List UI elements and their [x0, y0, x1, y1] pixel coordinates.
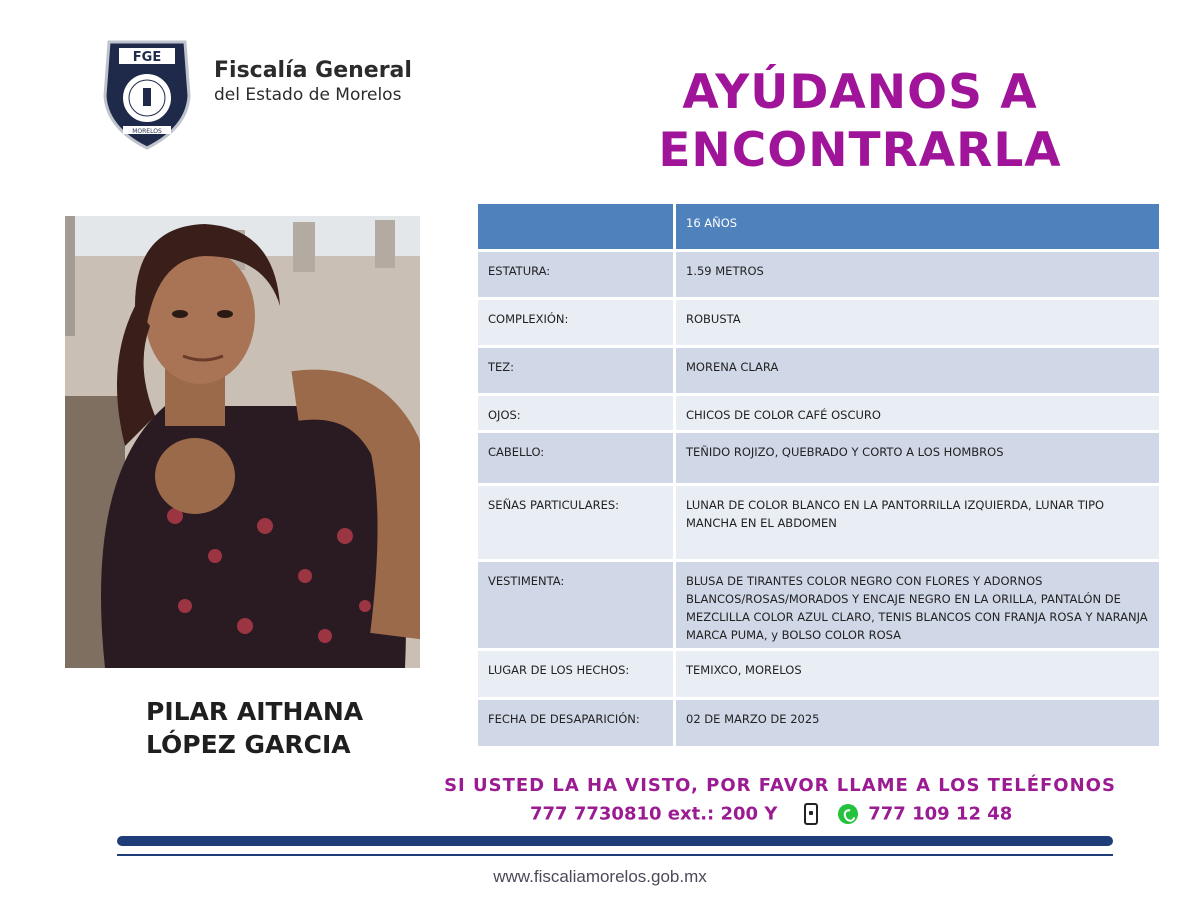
- row-value: 1.59 METROS: [676, 252, 1159, 297]
- badge-sub-text: MORELOS: [132, 128, 162, 135]
- row-label: CABELLO:: [478, 433, 673, 483]
- missing-person-photo: [65, 216, 420, 668]
- row-label: VESTIMENTA:: [478, 562, 673, 648]
- row-label: OJOS:: [478, 396, 673, 430]
- row-value: LUNAR DE COLOR BLANCO EN LA PANTORRILLA IZQUIERDA, LUNAR TIPO MANCHA EN EL ABDOMEN: [676, 486, 1159, 559]
- table-row: [478, 433, 1159, 483]
- row-label: LUGAR DE LOS HECHOS:: [478, 651, 673, 697]
- table-row: [478, 300, 1159, 345]
- row-value: BLUSA DE TIRANTES COLOR NEGRO CON FLORES Y ADORNOS BLANCOS/ROSAS/MORADOS Y ENCAJE NEGRO EN LA ORILLA, PANTALÓN DE MEZCLILLA COLOR AZUL CLARO, TENIS BLANCOS CON FRANJA ROSA Y NARANJA MARCA PUMA, y BOLSO COLOR ROSA: [676, 562, 1159, 648]
- person-name-line-2: LÓPEZ GARCIA: [146, 730, 351, 759]
- badge-text: FGE: [132, 50, 162, 65]
- phone-icon: [804, 803, 818, 825]
- fge-badge-icon: [101, 36, 193, 152]
- row-label: [478, 204, 673, 249]
- person-name-line-1: PILAR AITHANA: [146, 697, 364, 726]
- website-link[interactable]: www.fiscaliamorelos.gob.mx: [493, 867, 707, 886]
- row-label: ESTATURA:: [478, 252, 673, 297]
- table-row: [478, 651, 1159, 697]
- headline-line-1: AYÚDANOS A: [682, 65, 1038, 120]
- phone-numbers: [530, 803, 1130, 825]
- phone-number-office[interactable]: 777 7730810 ext.: 200 Y: [530, 803, 778, 825]
- headline: [600, 64, 1120, 180]
- row-label: FECHA DE DESAPARICIÓN:: [478, 700, 673, 746]
- row-value: TEÑIDO ROJIZO, QUEBRADO Y CORTO A LOS HOMBROS: [676, 433, 1159, 483]
- row-value: MORENA CLARA: [676, 348, 1159, 393]
- person-name: [146, 695, 363, 761]
- table-row: [478, 562, 1159, 648]
- row-label: TEZ:: [478, 348, 673, 393]
- organization-block: [214, 58, 412, 106]
- row-value: CHICOS DE COLOR CAFÉ OSCURO: [676, 396, 1159, 430]
- table-row: [478, 252, 1159, 297]
- row-label: COMPLEXIÓN:: [478, 300, 673, 345]
- row-value: TEMIXCO, MORELOS: [676, 651, 1159, 697]
- row-value: 16 AÑOS: [676, 204, 1159, 249]
- footer-divider-thin: [117, 854, 1113, 856]
- organization-subtitle: del Estado de Morelos: [214, 85, 402, 105]
- table-row: [478, 348, 1159, 393]
- details-table: [478, 204, 1159, 749]
- table-row: [478, 396, 1159, 430]
- whatsapp-icon: [838, 804, 858, 824]
- table-row: [478, 486, 1159, 559]
- row-label: SEÑAS PARTICULARES:: [478, 486, 673, 559]
- phone-number-whatsapp[interactable]: 777 109 12 48: [868, 803, 1013, 825]
- row-value: 02 DE MARZO DE 2025: [676, 700, 1159, 746]
- table-row: [478, 700, 1159, 746]
- organization-name: Fiscalía General: [214, 58, 412, 83]
- row-value: ROBUSTA: [676, 300, 1159, 345]
- headline-line-2: ENCONTRARLA: [658, 123, 1062, 178]
- call-to-action: SI USTED LA HA VISTO, POR FAVOR LLAME A LOS TELÉFONOS: [444, 775, 1116, 796]
- footer-divider: [117, 836, 1113, 846]
- table-row: [478, 204, 1159, 249]
